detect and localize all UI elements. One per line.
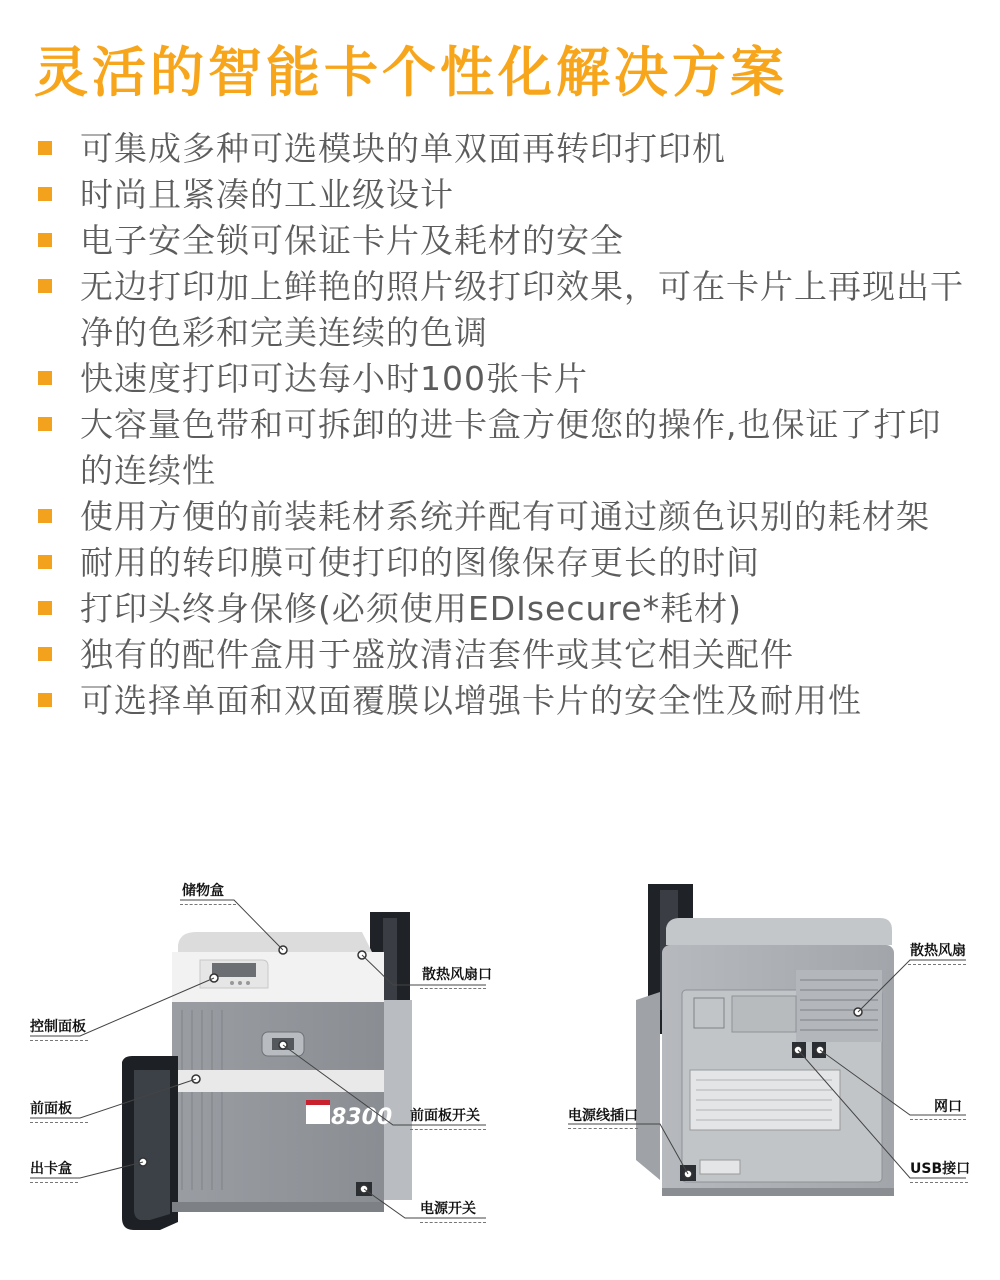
feature-text: 大容量色带和可拆卸的进卡盒方便您的操作,也保证了打印的连续性 bbox=[80, 405, 942, 490]
front-view-printer bbox=[30, 900, 486, 1230]
label-power-socket: 电源线插口 bbox=[568, 1108, 638, 1124]
label-front-panel: 前面板 bbox=[30, 1101, 72, 1117]
label-underline bbox=[910, 1182, 968, 1183]
fan-grille bbox=[796, 970, 882, 1042]
page-title: 灵活的智能卡个性化解决方案 bbox=[34, 41, 788, 104]
label-cooling-fan: 散热风扇 bbox=[910, 943, 966, 959]
label-network-port: 网口 bbox=[934, 1099, 962, 1115]
label-output-hopper: 出卡盒 bbox=[30, 1161, 72, 1177]
feature-text: 可集成多种可选模块的单双面再转印打印机 bbox=[80, 129, 726, 168]
lcd-screen bbox=[212, 963, 256, 977]
label-underline bbox=[568, 1128, 638, 1129]
rear-view-printer bbox=[568, 884, 966, 1196]
label-underline bbox=[30, 1122, 88, 1123]
white-stripe bbox=[172, 1070, 384, 1092]
label-underline bbox=[910, 1119, 966, 1120]
feature-text: 可选择单面和双面覆膜以增强卡片的安全性及耐用性 bbox=[80, 681, 862, 720]
label-control-panel: 控制面板 bbox=[30, 1019, 86, 1035]
feature-text: 耐用的转印膜可使打印的图像保存更长的时间 bbox=[80, 543, 760, 582]
label-storage-box: 储物盒 bbox=[182, 883, 224, 899]
feature-text: 打印头终身保修(必须使用EDIsecure*耗材) bbox=[80, 589, 742, 628]
label-power-switch: 电源开关 bbox=[420, 1201, 476, 1217]
feature-text: 独有的配件盒用于盛放清洁套件或其它相关配件 bbox=[80, 635, 794, 674]
feature-text: 快速度打印可达每小时100张卡片 bbox=[80, 359, 588, 398]
label-underline bbox=[908, 964, 966, 965]
label-underline bbox=[410, 1129, 486, 1130]
feature-text: 电子安全锁可保证卡片及耗材的安全 bbox=[80, 221, 624, 260]
label-fan-vent: 散热风扇口 bbox=[422, 967, 492, 983]
label-underline bbox=[180, 904, 236, 905]
label-underline bbox=[420, 988, 486, 989]
label-front-panel-switch: 前面板开关 bbox=[410, 1108, 480, 1124]
label-underline bbox=[30, 1040, 88, 1041]
feature-text: 时尚且紧凑的工业级设计 bbox=[80, 175, 454, 214]
rear-top-lid bbox=[666, 918, 892, 945]
label-underline bbox=[420, 1222, 486, 1223]
feature-text: 无边打印加上鲜艳的照片级打印效果，可在卡片上再现出干净的色彩和完美连续的色调 bbox=[80, 267, 964, 352]
model-number: 8300 bbox=[331, 1105, 393, 1130]
feature-text: 使用方便的前装耗材系统并配有可通过颜色识别的耗材架 bbox=[80, 497, 930, 536]
label-usb-port: USB接口 bbox=[910, 1161, 971, 1177]
label-underline bbox=[30, 1182, 78, 1183]
